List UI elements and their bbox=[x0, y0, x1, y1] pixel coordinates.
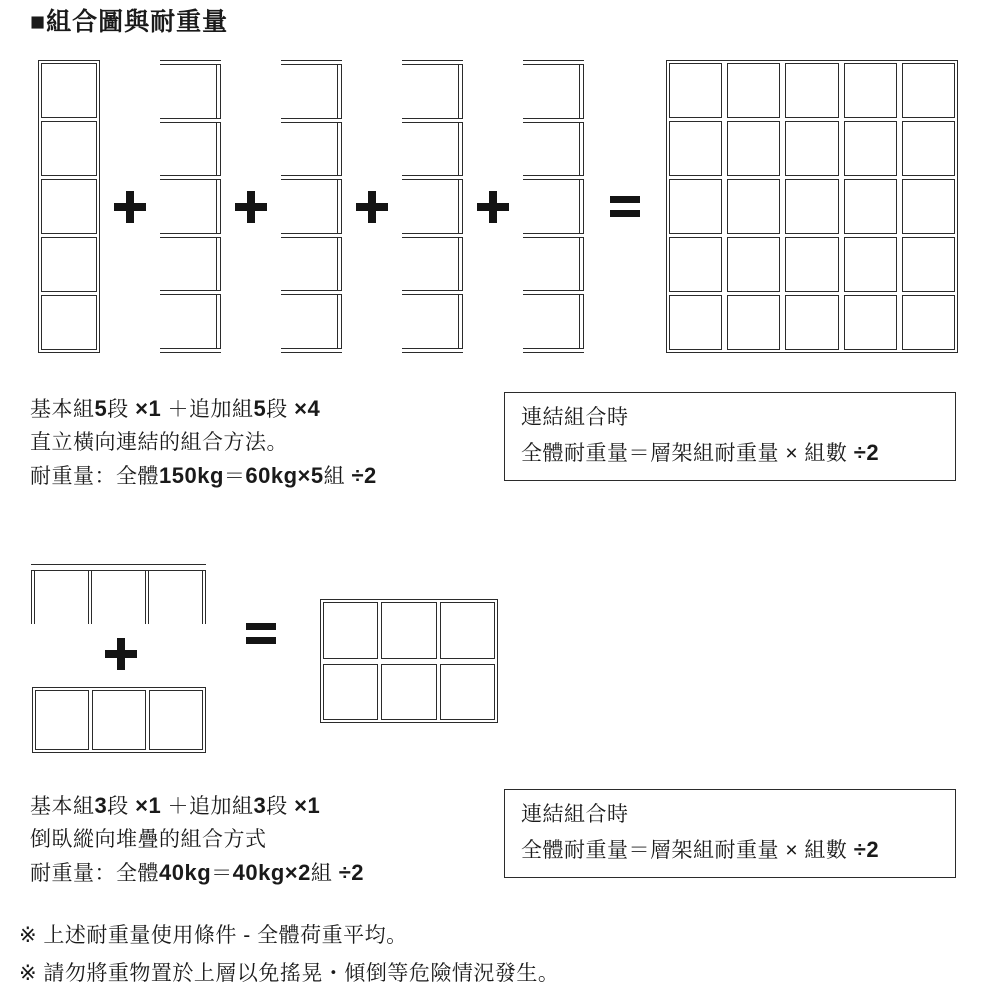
equals-operator bbox=[610, 196, 640, 217]
plus-operator bbox=[477, 191, 509, 223]
unit-shelf bbox=[281, 175, 342, 180]
unit-shelf bbox=[281, 233, 342, 238]
shelf-cell bbox=[844, 121, 897, 176]
shelf-cell bbox=[785, 179, 838, 234]
footnote-2: ※ 請勿將重物置於上層以免搖晃・傾倒等危險情況發生。 bbox=[19, 962, 560, 985]
shelf-cell bbox=[41, 121, 97, 176]
basic-shelf-unit-5tier bbox=[38, 60, 100, 353]
plus-operator bbox=[105, 638, 137, 670]
shelf-cell bbox=[785, 237, 838, 292]
unit-shelf bbox=[523, 290, 584, 295]
shelf-cell bbox=[35, 690, 89, 750]
addon-shelf-unit-5tier bbox=[281, 60, 342, 353]
unit-shelf bbox=[402, 290, 463, 295]
unit-post bbox=[216, 61, 221, 352]
unit-shelf bbox=[160, 60, 221, 65]
shelf-cell bbox=[727, 63, 780, 118]
unit-shelf bbox=[160, 175, 221, 180]
unit-shelf bbox=[402, 175, 463, 180]
unit-shelf bbox=[523, 60, 584, 65]
shelf-cell bbox=[381, 602, 436, 659]
shelf-cell bbox=[323, 602, 378, 659]
shelf-cell bbox=[381, 664, 436, 721]
unit-shelf bbox=[281, 60, 342, 65]
shelf-cell bbox=[669, 179, 722, 234]
shelf-cell bbox=[844, 237, 897, 292]
info-box-line-2: 全體耐重量＝層架組耐重量 × 組數 ÷2 bbox=[521, 440, 880, 465]
shelf-cell bbox=[41, 295, 97, 350]
shelf-cell bbox=[844, 295, 897, 350]
shelf-cell bbox=[727, 237, 780, 292]
addon-shelf-unit-5tier bbox=[402, 60, 463, 353]
unit-shelf bbox=[523, 233, 584, 238]
shelf-cell bbox=[92, 690, 146, 750]
unit-shelf bbox=[402, 60, 463, 65]
vertical-combination-diagram bbox=[30, 60, 970, 353]
unit-post bbox=[337, 61, 342, 352]
plus-operator bbox=[235, 191, 267, 223]
shelf-cell bbox=[669, 121, 722, 176]
unit-post bbox=[458, 61, 463, 352]
unit-shelf bbox=[160, 348, 221, 353]
unit-post bbox=[579, 61, 584, 352]
shelf-cell bbox=[902, 295, 955, 350]
unit-shelf bbox=[402, 348, 463, 353]
shelf-cell bbox=[902, 121, 955, 176]
mid-caption-line-3: 耐重量：全體40kg＝40kg×2組 ÷2 bbox=[30, 860, 365, 885]
shelf-cell bbox=[440, 602, 495, 659]
combined-grid-3x2 bbox=[320, 599, 498, 723]
shelf-cell bbox=[727, 121, 780, 176]
unit-shelf bbox=[402, 118, 463, 123]
equals-operator bbox=[246, 623, 276, 644]
top-caption-row bbox=[30, 392, 970, 493]
top-caption-line-1: 基本組5段 ×1 ＋追加組5段 ×4 bbox=[30, 396, 321, 421]
combined-grid-5x5 bbox=[666, 60, 958, 353]
info-box-line-1: 連結組合時 bbox=[521, 803, 629, 826]
shelf-cell bbox=[785, 295, 838, 350]
unit-shelf bbox=[160, 118, 221, 123]
unit-shelf bbox=[523, 348, 584, 353]
plus-operator bbox=[114, 191, 146, 223]
mid-caption-line-1: 基本組3段 ×1 ＋追加組3段 ×1 bbox=[30, 793, 321, 818]
shelf-cell bbox=[902, 63, 955, 118]
unit-post bbox=[88, 566, 92, 624]
mid-caption bbox=[30, 789, 504, 890]
unit-shelf bbox=[402, 233, 463, 238]
shelf-cell bbox=[149, 690, 203, 750]
shelf-cell bbox=[844, 63, 897, 118]
basic-shelf-unit-horizontal bbox=[32, 687, 206, 753]
mid-caption-row bbox=[30, 789, 970, 890]
info-box-line-1: 連結組合時 bbox=[521, 406, 629, 429]
shelf-cell bbox=[41, 63, 97, 118]
unit-shelf bbox=[160, 233, 221, 238]
shelf-cell bbox=[902, 237, 955, 292]
link-combination-info-box bbox=[504, 789, 956, 878]
unit-post bbox=[31, 566, 35, 624]
shelf-cell bbox=[785, 63, 838, 118]
shelf-cell bbox=[727, 179, 780, 234]
shelf-cell bbox=[323, 664, 378, 721]
link-combination-info-box bbox=[504, 392, 956, 481]
top-caption-line-2: 直立橫向連結的組合方法。 bbox=[30, 431, 288, 454]
top-caption-line-3: 耐重量：全體150kg＝60kg×5組 ÷2 bbox=[30, 463, 377, 488]
unit-shelf bbox=[281, 290, 342, 295]
addon-shelf-unit-5tier bbox=[160, 60, 221, 353]
plus-operator bbox=[356, 191, 388, 223]
footnote-1: ※ 上述耐重量使用條件 - 全體荷重平均。 bbox=[19, 924, 408, 947]
top-caption bbox=[30, 392, 504, 493]
shelf-cell bbox=[669, 295, 722, 350]
unit-shelf bbox=[523, 175, 584, 180]
shelf-cell bbox=[41, 237, 97, 292]
addon-shelf-unit-horizontal bbox=[31, 564, 206, 624]
mid-caption-line-2: 倒臥縱向堆疊的組合方式 bbox=[30, 828, 267, 851]
shelf-cell bbox=[785, 121, 838, 176]
unit-shelf bbox=[31, 564, 206, 571]
unit-shelf bbox=[523, 118, 584, 123]
unit-post bbox=[202, 566, 206, 624]
shelf-cell bbox=[669, 237, 722, 292]
horizontal-combination-diagram bbox=[30, 561, 970, 757]
info-box-line-2: 全體耐重量＝層架組耐重量 × 組數 ÷2 bbox=[521, 837, 880, 862]
addon-shelf-unit-5tier bbox=[523, 60, 584, 353]
shelf-cell bbox=[844, 179, 897, 234]
shelf-cell bbox=[41, 179, 97, 234]
page-title: ■組合圖與耐重量 bbox=[30, 8, 229, 36]
shelf-cell bbox=[902, 179, 955, 234]
footnotes bbox=[19, 917, 970, 993]
unit-post bbox=[145, 566, 149, 624]
unit-shelf bbox=[281, 118, 342, 123]
shelf-cell bbox=[440, 664, 495, 721]
shelf-cell bbox=[727, 295, 780, 350]
shelf-cell bbox=[669, 63, 722, 118]
unit-shelf bbox=[281, 348, 342, 353]
unit-shelf bbox=[160, 290, 221, 295]
